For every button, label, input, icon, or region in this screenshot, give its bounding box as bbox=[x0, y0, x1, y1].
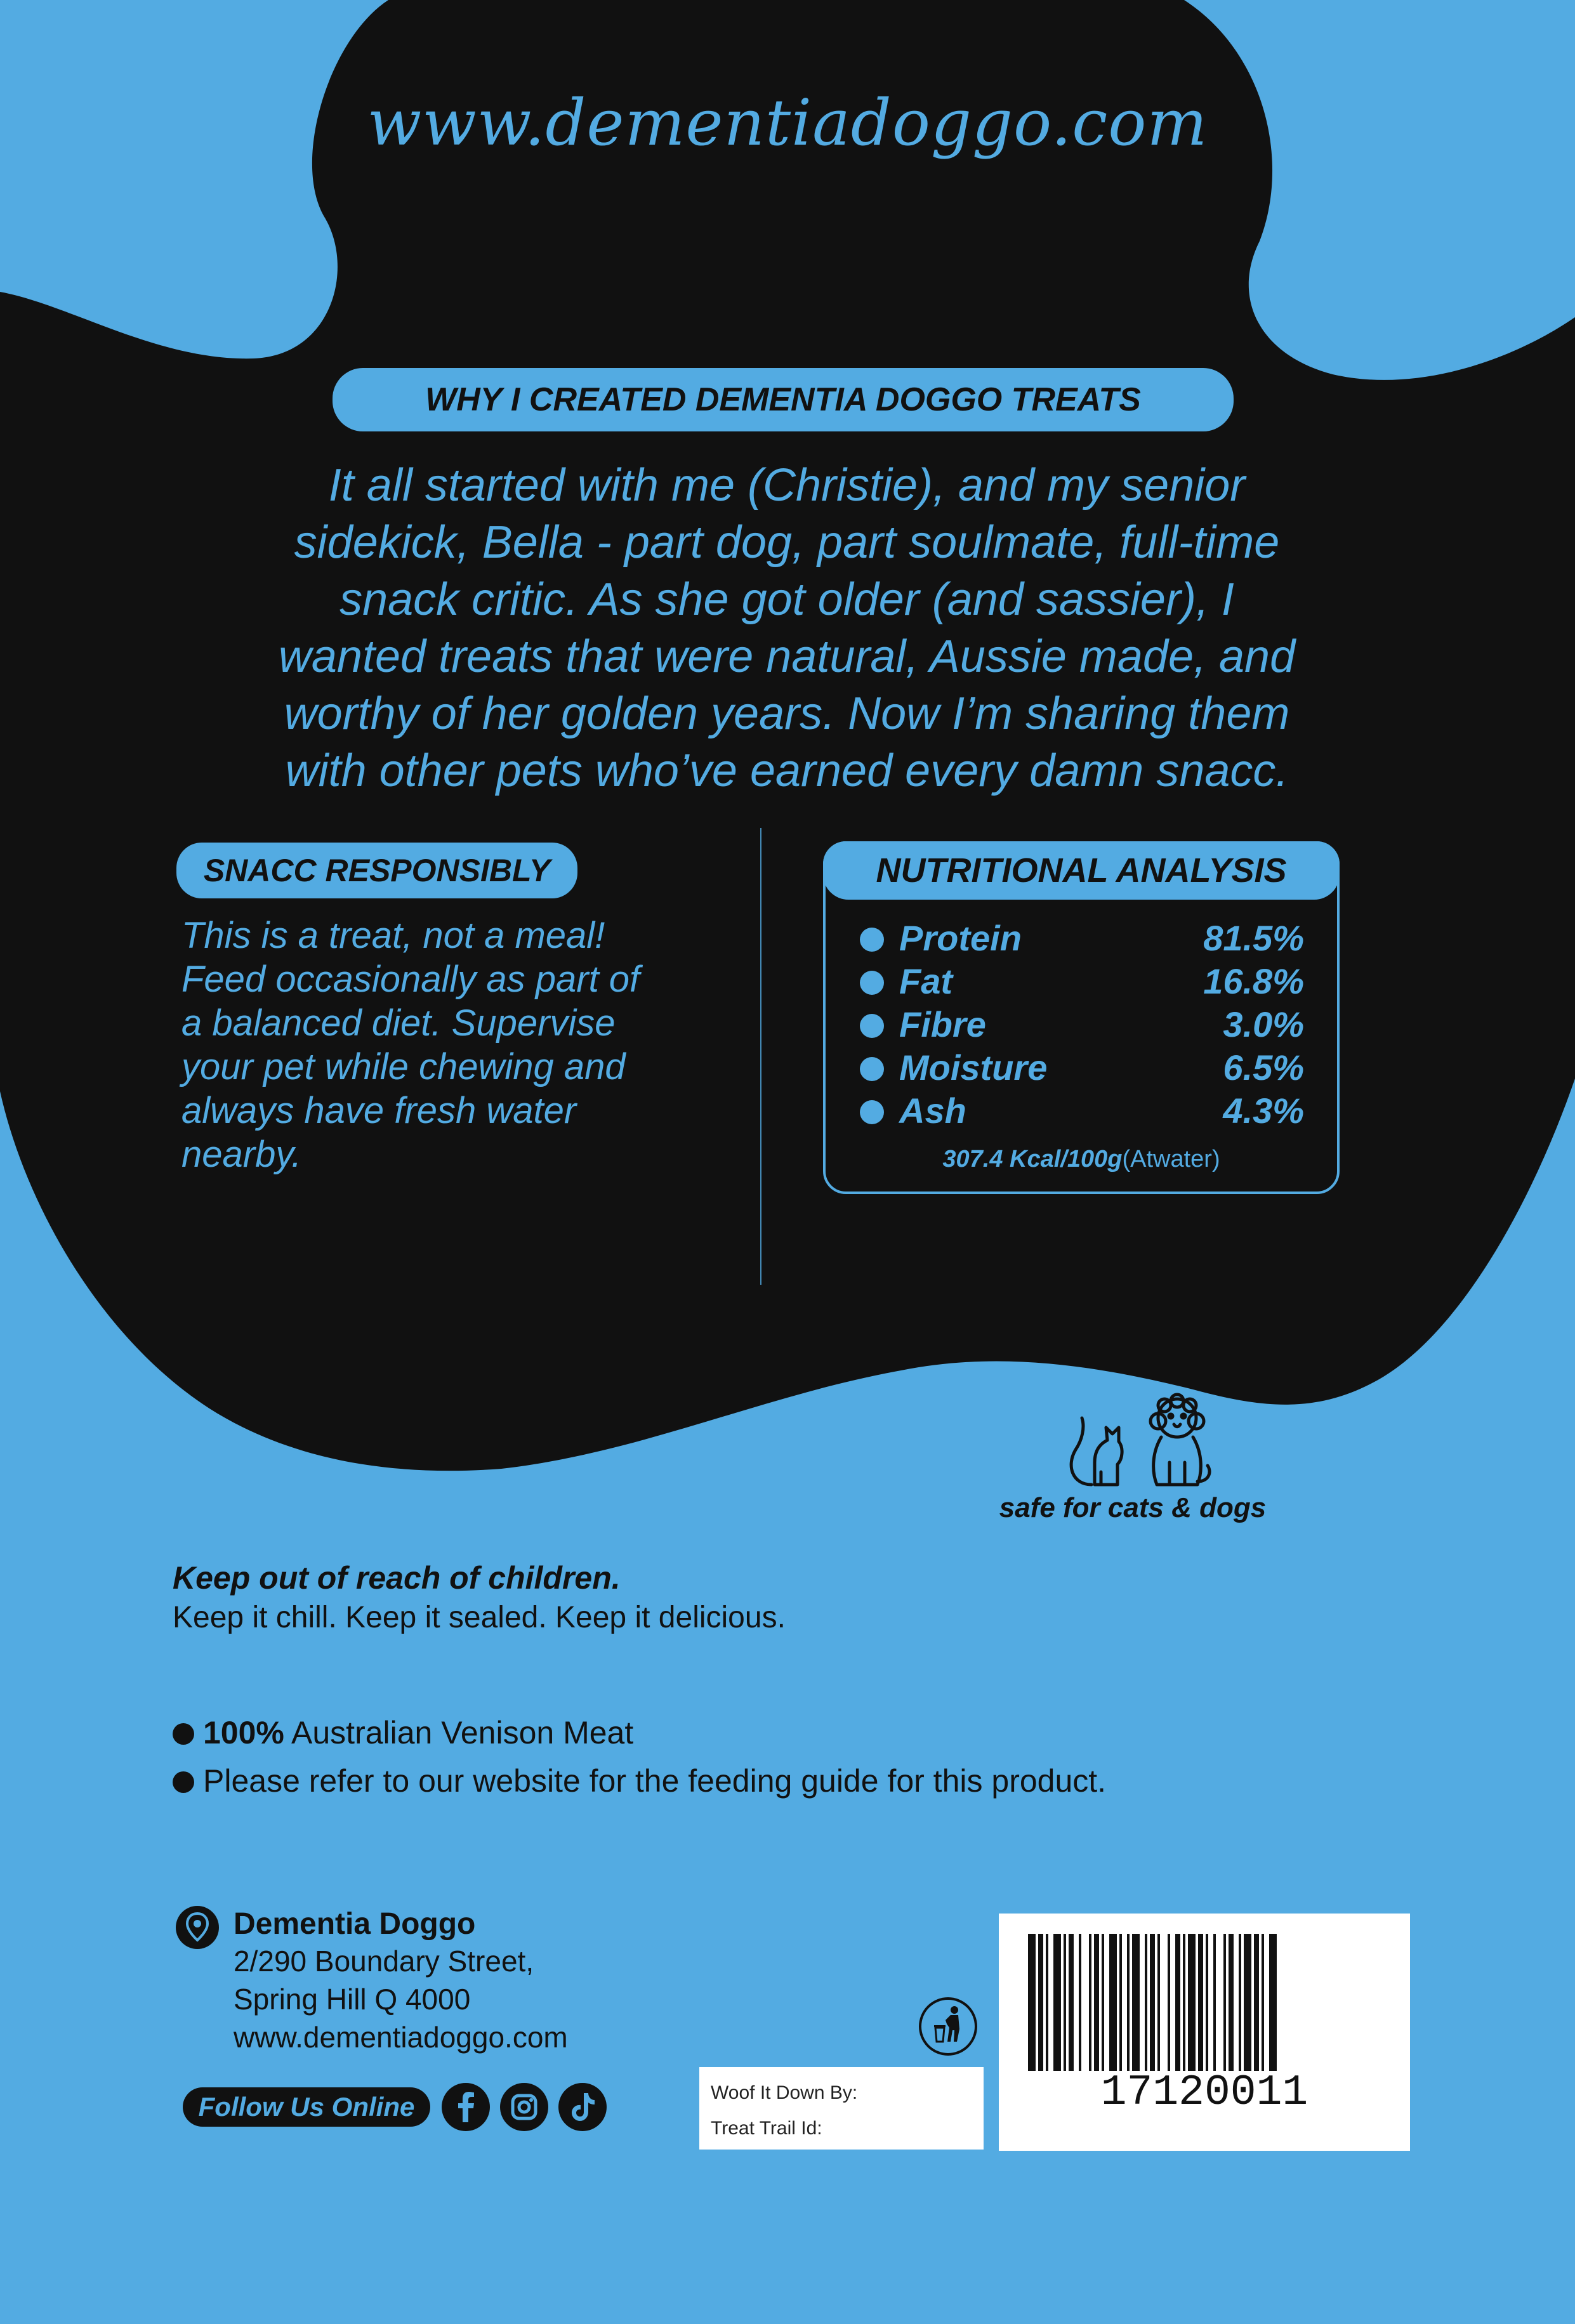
nutrition-row-moisture bbox=[860, 1047, 1304, 1089]
bullet-dot bbox=[860, 971, 884, 995]
bullet-dot bbox=[173, 1771, 194, 1793]
treat-trail-id-label: Treat Trail Id: bbox=[711, 2118, 822, 2139]
nutrient-name: Fibre bbox=[899, 1004, 986, 1044]
barcode bbox=[1028, 1934, 1381, 2071]
snacc-heading bbox=[176, 843, 577, 898]
nutrient-value: 3.0% bbox=[1223, 1004, 1304, 1044]
bullet-text: Please refer to our website for the feeding guide for this product. bbox=[203, 1763, 1107, 1799]
barcode-bar bbox=[1239, 1934, 1241, 2071]
snacc-line: nearby. bbox=[181, 1134, 302, 1175]
barcode-bar bbox=[1069, 1934, 1074, 2071]
barcode-bar bbox=[1206, 1934, 1208, 2071]
story-heading bbox=[333, 368, 1234, 431]
company-name: Dementia Doggo bbox=[234, 1907, 476, 1941]
bullet-feeding-guide bbox=[173, 1763, 1106, 1799]
website-link[interactable]: www.dementiadoggo.com bbox=[234, 2021, 568, 2054]
barcode-number: 17120011 bbox=[1100, 2068, 1308, 2117]
column-divider bbox=[760, 828, 761, 1285]
facebook-icon[interactable] bbox=[442, 2083, 490, 2131]
instagram-icon[interactable] bbox=[500, 2083, 548, 2131]
barcode-bar bbox=[1150, 1934, 1155, 2071]
barcode-bar bbox=[1028, 1934, 1036, 2071]
nutrition-heading-text: NUTRITIONAL ANALYSIS bbox=[876, 851, 1287, 890]
energy-method: (Atwater) bbox=[1122, 1146, 1220, 1172]
snacc-paragraph bbox=[181, 914, 727, 1176]
nutrition-heading bbox=[823, 841, 1340, 900]
snacc-line: your pet while chewing and bbox=[181, 1046, 626, 1087]
barcode-bar bbox=[1213, 1934, 1216, 2071]
barcode-bar bbox=[1132, 1934, 1140, 2071]
location-pin-icon bbox=[175, 1905, 220, 1950]
barcode-bar bbox=[1038, 1934, 1043, 2071]
nutrient-name: Ash bbox=[899, 1091, 966, 1131]
nutrient-value: 16.8% bbox=[1203, 961, 1304, 1001]
children-warning: Keep out of reach of children. bbox=[173, 1560, 621, 1596]
snacc-line: a balanced diet. Supervise bbox=[181, 1002, 616, 1044]
nutrient-name: Fat bbox=[899, 961, 952, 1001]
bullet-venison bbox=[173, 1714, 633, 1751]
date-stamp-box bbox=[699, 2067, 984, 2150]
storage-note: Keep it chill. Keep it sealed. Keep it delicious. bbox=[173, 1601, 786, 1634]
nutrient-value: 6.5% bbox=[1223, 1047, 1304, 1087]
energy-line bbox=[823, 1146, 1340, 1173]
story-line: It all started with me (Christie), and my senior bbox=[328, 460, 1246, 511]
nutrition-row-fibre bbox=[860, 1004, 1304, 1046]
snacc-heading-text: SNACC RESPONSIBLY bbox=[203, 853, 551, 888]
bullet-dot bbox=[860, 1100, 884, 1124]
barcode-bar bbox=[1183, 1934, 1185, 2071]
barcode-bar bbox=[1188, 1934, 1196, 2071]
barcode-bar bbox=[1089, 1934, 1091, 2071]
barcode-bar bbox=[1168, 1934, 1170, 2071]
nutrient-name: Moisture bbox=[899, 1047, 1048, 1087]
story-paragraph bbox=[159, 457, 1415, 799]
snacc-line: Feed occasionally as part of bbox=[181, 959, 640, 1000]
story-line: sidekick, Bella - part dog, part soulmate, full-time bbox=[294, 517, 1280, 568]
barcode-bar bbox=[1262, 1934, 1264, 2071]
bullet-dot bbox=[860, 1057, 884, 1081]
barcode-bar bbox=[1198, 1934, 1203, 2071]
nutrition-row-protein bbox=[860, 917, 1304, 959]
story-line: with other pets who’ve earned every damn snacc. bbox=[285, 745, 1289, 796]
bullet-dot bbox=[173, 1723, 194, 1745]
story-line: wanted treats that were natural, Aussie made, and bbox=[278, 631, 1296, 682]
barcode-bar bbox=[1046, 1934, 1048, 2071]
barcode-bar bbox=[1145, 1934, 1147, 2071]
snacc-line: always have fresh water bbox=[181, 1090, 577, 1131]
tidyman-bin-icon bbox=[918, 1996, 979, 2057]
bullet-dot bbox=[860, 928, 884, 952]
barcode-bar bbox=[1175, 1934, 1180, 2071]
story-heading-text: WHY I CREATED DEMENTIA DOGGO TREATS bbox=[425, 381, 1141, 418]
barcode-bar bbox=[1254, 1934, 1259, 2071]
website-script-heading[interactable]: www.dementiadoggo.com bbox=[367, 86, 1208, 160]
barcode-bar bbox=[1102, 1934, 1104, 2071]
barcode-bar bbox=[1157, 1934, 1160, 2071]
barcode-bar bbox=[1223, 1934, 1226, 2071]
address-line: 2/290 Boundary Street, bbox=[234, 1945, 534, 1978]
woof-it-down-by-label: Woof It Down By: bbox=[711, 2082, 858, 2103]
barcode-bar bbox=[1094, 1934, 1099, 2071]
story-line: worthy of her golden years. Now I’m sharing them bbox=[284, 688, 1290, 739]
barcode-bar bbox=[1064, 1934, 1066, 2071]
story-line: snack critic. As she got older (and sassier), I bbox=[339, 574, 1234, 625]
address-line: Spring Hill Q 4000 bbox=[234, 1983, 471, 2016]
bullet-dot bbox=[860, 1014, 884, 1038]
tiktok-icon[interactable] bbox=[558, 2083, 607, 2131]
barcode-bar bbox=[1127, 1934, 1130, 2071]
barcode-bar bbox=[1269, 1934, 1277, 2071]
barcode-bar bbox=[1244, 1934, 1251, 2071]
bullet-text: Australian Venison Meat bbox=[284, 1715, 634, 1750]
energy-value: 307.4 Kcal/100g bbox=[942, 1146, 1123, 1172]
follow-us-text: Follow Us Online bbox=[198, 2092, 415, 2122]
follow-us-badge bbox=[183, 2087, 430, 2127]
cat-and-dog-icon bbox=[1057, 1389, 1215, 1497]
bullet-bold: 100% bbox=[203, 1715, 284, 1750]
barcode-bar bbox=[1053, 1934, 1061, 2071]
nutrition-row-fat bbox=[860, 961, 1304, 1002]
barcode-bar bbox=[1229, 1934, 1234, 2071]
barcode-bar bbox=[1119, 1934, 1122, 2071]
barcode-bar bbox=[1079, 1934, 1081, 2071]
nutrient-value: 81.5% bbox=[1203, 918, 1304, 958]
barcode-bar bbox=[1109, 1934, 1117, 2071]
nutrient-name: Protein bbox=[899, 918, 1022, 958]
safe-for-cats-dogs-label: safe for cats & dogs bbox=[999, 1492, 1267, 1523]
snacc-line: This is a treat, not a meal! bbox=[181, 915, 605, 956]
nutrient-value: 4.3% bbox=[1223, 1091, 1304, 1131]
nutrition-row-ash bbox=[860, 1090, 1304, 1132]
